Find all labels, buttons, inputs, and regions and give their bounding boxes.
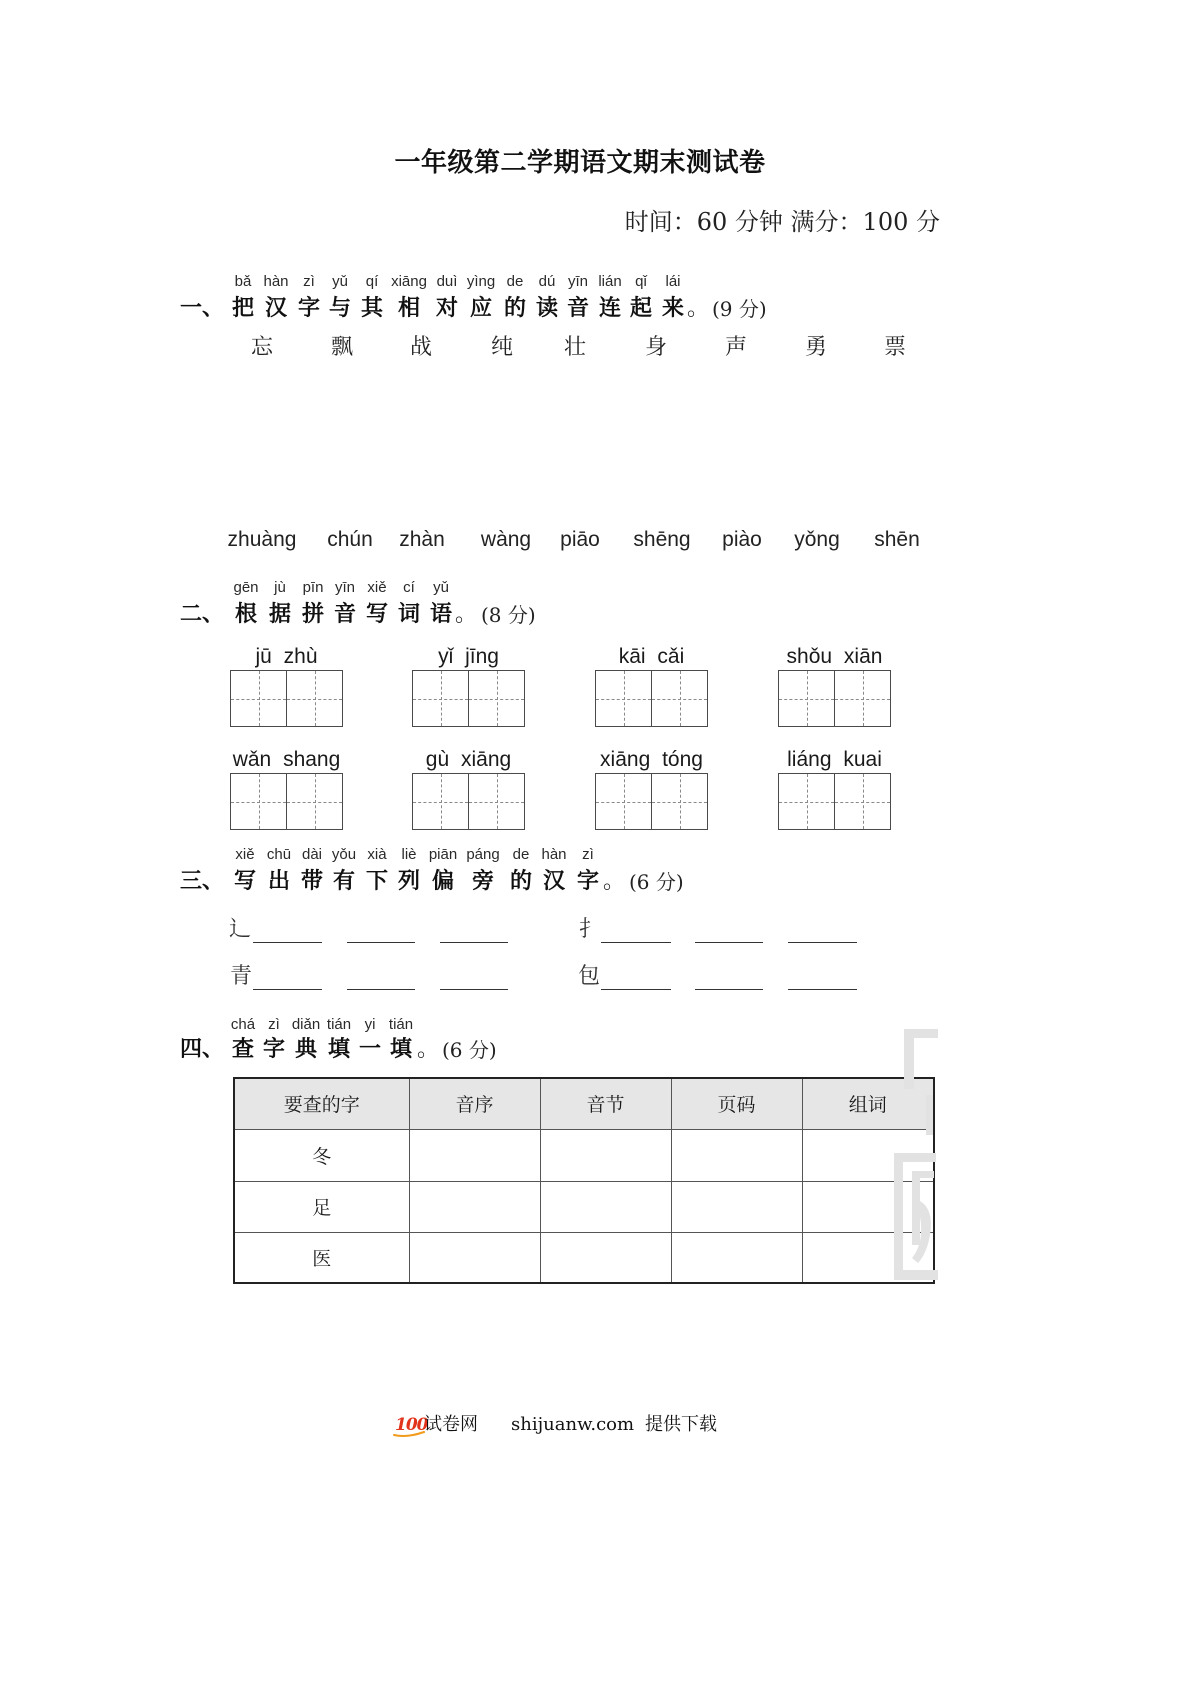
writing-box xyxy=(412,670,469,727)
match-character: 飘 xyxy=(330,335,354,360)
table-header-cell: 要查的字 xyxy=(234,1078,409,1129)
word-pinyin: yǐ jīng xyxy=(438,645,499,668)
heading-char: 与 xyxy=(328,296,352,321)
heading-char: 根 xyxy=(234,602,258,627)
radical-label: 包 xyxy=(577,964,601,989)
pinyin-syllable: yīn xyxy=(334,579,356,596)
pinyin-syllable: de xyxy=(512,846,530,863)
heading-char: 旁 xyxy=(471,869,495,894)
heading-char: 偏 xyxy=(431,869,455,894)
heading-char: 据 xyxy=(268,602,292,627)
word-pinyin: jū zhù xyxy=(255,645,318,668)
answer-line xyxy=(788,942,857,943)
word-pinyin: kāi cǎi xyxy=(618,645,685,668)
heading-period: 。 xyxy=(454,602,478,627)
heading-char: 出 xyxy=(267,869,291,894)
pinyin-syllable: yǔ xyxy=(433,579,449,596)
heading-period: 。 xyxy=(416,1037,440,1062)
heading-char: 来 xyxy=(661,296,685,321)
writing-box xyxy=(286,670,343,727)
section-number: 三、 xyxy=(180,869,225,894)
match-reading: zhuàng xyxy=(227,528,297,551)
section-number: 四、 xyxy=(180,1037,225,1062)
word-pinyin: gù xiāng xyxy=(425,748,512,771)
pinyin-syllable: cí xyxy=(403,579,415,596)
site-name: 试卷网 xyxy=(424,1414,478,1435)
answer-cell xyxy=(409,1129,540,1181)
word-item xyxy=(595,645,708,727)
answer-line xyxy=(440,989,508,990)
answer-line xyxy=(788,989,857,990)
radical-label: 辶 xyxy=(228,917,252,942)
table-header-cell: 组词 xyxy=(802,1078,934,1129)
answer-line xyxy=(253,942,322,943)
writing-box xyxy=(834,670,891,727)
heading-char: 一 xyxy=(358,1037,382,1062)
pinyin-syllable: xiě xyxy=(235,846,255,863)
word-item xyxy=(230,645,343,727)
title-row xyxy=(0,148,1191,178)
table-row xyxy=(234,1181,934,1232)
writing-box xyxy=(834,773,891,830)
pinyin-syllable: hàn xyxy=(263,273,289,290)
pinyin-syllable: diǎn xyxy=(291,1016,321,1033)
site-domain: shijuanw.com xyxy=(511,1414,635,1435)
pinyin-syllable: jù xyxy=(274,579,286,596)
writing-box xyxy=(778,670,835,727)
pinyin-syllable: xiě xyxy=(367,579,387,596)
answer-cell xyxy=(671,1181,802,1232)
writing-box xyxy=(651,773,708,830)
heading-char: 起 xyxy=(629,296,653,321)
writing-box xyxy=(468,670,525,727)
heading-char: 下 xyxy=(365,869,389,894)
answer-cell xyxy=(540,1129,671,1181)
pinyin-syllable: qǐ xyxy=(635,273,647,290)
writing-box xyxy=(595,670,652,727)
word-item xyxy=(778,645,891,727)
answer-line xyxy=(601,942,671,943)
section4-pinyin-row xyxy=(0,1015,1191,1035)
heading-char: 查 xyxy=(231,1037,255,1062)
heading-char: 字 xyxy=(262,1037,286,1062)
pinyin-syllable: gēn xyxy=(233,579,259,596)
heading-char: 音 xyxy=(566,296,590,321)
section-points: (6 分) xyxy=(442,1038,497,1062)
word-pinyin: shǒu xiān xyxy=(786,645,883,668)
pinyin-syllable: chū xyxy=(266,846,292,863)
writing-box xyxy=(778,773,835,830)
heading-char: 带 xyxy=(300,869,324,894)
word-item xyxy=(595,748,708,830)
pinyin-syllable: lái xyxy=(665,273,681,290)
section2-pinyin-row xyxy=(0,578,1191,598)
word-pinyin: xiāng tóng xyxy=(600,748,703,771)
heading-char: 应 xyxy=(469,296,493,321)
footer xyxy=(0,1413,1191,1437)
match-reading: shēn xyxy=(874,528,920,551)
answer-cell xyxy=(671,1232,802,1283)
section1-heading xyxy=(0,294,1191,324)
heading-char: 典 xyxy=(294,1037,318,1062)
answer-cell xyxy=(540,1181,671,1232)
answer-line xyxy=(253,989,322,990)
radical-label: 青 xyxy=(229,964,253,989)
heading-char: 字 xyxy=(297,296,321,321)
pinyin-syllable: bǎ xyxy=(234,273,252,290)
heading-char: 写 xyxy=(233,869,257,894)
pinyin-syllable: hàn xyxy=(541,846,567,863)
exam-meta: 时间：60 分钟 满分：100 分 xyxy=(624,208,940,236)
section1-pinyin-row xyxy=(0,272,1191,292)
pinyin-syllable: pīn xyxy=(302,579,324,596)
watermark-seal xyxy=(888,1025,942,1287)
answer-cell xyxy=(540,1232,671,1283)
word-item xyxy=(230,748,343,830)
word-pinyin: wǎn shang xyxy=(232,748,341,771)
section1-readings-row xyxy=(0,525,1191,555)
section1-characters-row xyxy=(0,333,1191,363)
heading-char: 的 xyxy=(503,296,527,321)
heading-char: 音 xyxy=(333,602,357,627)
radical-row xyxy=(0,915,1191,945)
section-number: 一、 xyxy=(180,296,225,321)
table-header-cell: 页码 xyxy=(671,1078,802,1129)
pinyin-syllable: de xyxy=(506,273,524,290)
heading-period: 。 xyxy=(686,296,710,321)
section-points: (6 分) xyxy=(629,870,684,894)
heading-period: 。 xyxy=(602,869,626,894)
answer-line xyxy=(695,989,763,990)
site-logo-number: 100 xyxy=(395,1415,428,1435)
pinyin-syllable: duì xyxy=(436,273,458,290)
pinyin-syllable: dài xyxy=(301,846,323,863)
match-character: 战 xyxy=(409,335,433,360)
table-row xyxy=(234,1129,934,1181)
pinyin-syllable: zì xyxy=(303,273,315,290)
pinyin-syllable: páng xyxy=(466,846,500,863)
heading-char: 其 xyxy=(360,296,384,321)
pinyin-syllable: piān xyxy=(428,846,458,863)
lookup-character-cell: 冬 xyxy=(234,1129,409,1181)
pinyin-syllable: zì xyxy=(582,846,594,863)
lookup-character-cell: 足 xyxy=(234,1181,409,1232)
match-character: 忘 xyxy=(250,335,274,360)
match-reading: piào xyxy=(722,528,762,551)
pinyin-syllable: liè xyxy=(401,846,417,863)
answer-line xyxy=(347,942,415,943)
meta-row xyxy=(0,206,1191,238)
page-title: 一年级第二学期语文期末测试卷 xyxy=(394,148,766,178)
writing-box xyxy=(412,773,469,830)
download-note: 提供下载 xyxy=(645,1414,717,1435)
table-header-cell: 音节 xyxy=(540,1078,671,1129)
heading-char: 填 xyxy=(389,1037,413,1062)
pinyin-syllable: chá xyxy=(230,1016,256,1033)
heading-char: 语 xyxy=(429,602,453,627)
heading-char: 有 xyxy=(332,869,356,894)
match-reading: piāo xyxy=(560,528,600,551)
match-character: 身 xyxy=(644,335,668,360)
radical-label: 扌 xyxy=(578,917,602,942)
pinyin-syllable: zì xyxy=(268,1016,280,1033)
match-character: 壮 xyxy=(563,335,587,360)
answer-line xyxy=(695,942,763,943)
match-character: 声 xyxy=(724,335,748,360)
answer-line xyxy=(601,989,671,990)
word-item xyxy=(412,645,525,727)
pinyin-syllable: xià xyxy=(367,846,387,863)
section4-heading xyxy=(0,1035,1191,1065)
match-character: 票 xyxy=(883,335,907,360)
word-pinyin: liáng kuai xyxy=(787,748,882,771)
pinyin-syllable: lián xyxy=(598,273,622,290)
writing-box xyxy=(595,773,652,830)
pinyin-syllable: yǔ xyxy=(332,273,348,290)
heading-char: 词 xyxy=(397,602,421,627)
heading-char: 的 xyxy=(509,869,533,894)
match-reading: wàng xyxy=(480,528,532,551)
pinyin-syllable: tián xyxy=(388,1016,414,1033)
match-reading: chún xyxy=(327,528,373,551)
heading-char: 对 xyxy=(435,296,459,321)
answer-cell xyxy=(409,1181,540,1232)
writing-box xyxy=(651,670,708,727)
table-row xyxy=(234,1232,934,1283)
answer-line xyxy=(347,989,415,990)
word-item xyxy=(778,748,891,830)
pinyin-syllable: yǒu xyxy=(331,846,357,863)
heading-char: 汉 xyxy=(264,296,288,321)
match-character: 勇 xyxy=(804,335,828,360)
answer-cell xyxy=(409,1232,540,1283)
writing-box xyxy=(230,773,287,830)
word-item xyxy=(412,748,525,830)
table-header-row xyxy=(234,1078,934,1129)
site-logo-swoosh-icon xyxy=(393,1430,425,1438)
heading-char: 把 xyxy=(231,296,255,321)
pinyin-syllable: xiāng xyxy=(391,273,427,290)
writing-box xyxy=(468,773,525,830)
radical-row xyxy=(0,962,1191,992)
heading-char: 拼 xyxy=(301,602,325,627)
table-header-cell: 音序 xyxy=(409,1078,540,1129)
pinyin-syllable: yīn xyxy=(567,273,589,290)
heading-char: 连 xyxy=(598,296,622,321)
answer-cell xyxy=(671,1129,802,1181)
heading-char: 列 xyxy=(397,869,421,894)
match-character: 纯 xyxy=(490,335,514,360)
match-reading: yǒng xyxy=(794,528,840,551)
heading-char: 填 xyxy=(327,1037,351,1062)
heading-char: 读 xyxy=(535,296,559,321)
pinyin-syllable: yi xyxy=(364,1016,376,1033)
lookup-character-cell: 医 xyxy=(234,1232,409,1283)
dictionary-table xyxy=(233,1077,935,1284)
pinyin-syllable: yìng xyxy=(466,273,496,290)
match-reading: zhàn xyxy=(399,528,445,551)
section2-heading xyxy=(0,600,1191,630)
pinyin-syllable: dú xyxy=(538,273,556,290)
section3-pinyin-row xyxy=(0,845,1191,865)
writing-box xyxy=(230,670,287,727)
heading-char: 相 xyxy=(397,296,421,321)
section-points: (9 分) xyxy=(712,297,767,321)
pinyin-syllable: qí xyxy=(365,273,379,290)
answer-line xyxy=(440,942,508,943)
pinyin-syllable: tián xyxy=(326,1016,352,1033)
section-number: 二、 xyxy=(180,602,225,627)
heading-char: 汉 xyxy=(542,869,566,894)
section-points: (8 分) xyxy=(481,603,536,627)
match-reading: shēng xyxy=(633,528,691,551)
writing-box xyxy=(286,773,343,830)
heading-char: 字 xyxy=(576,869,600,894)
heading-char: 写 xyxy=(365,602,389,627)
section3-heading xyxy=(0,867,1191,897)
